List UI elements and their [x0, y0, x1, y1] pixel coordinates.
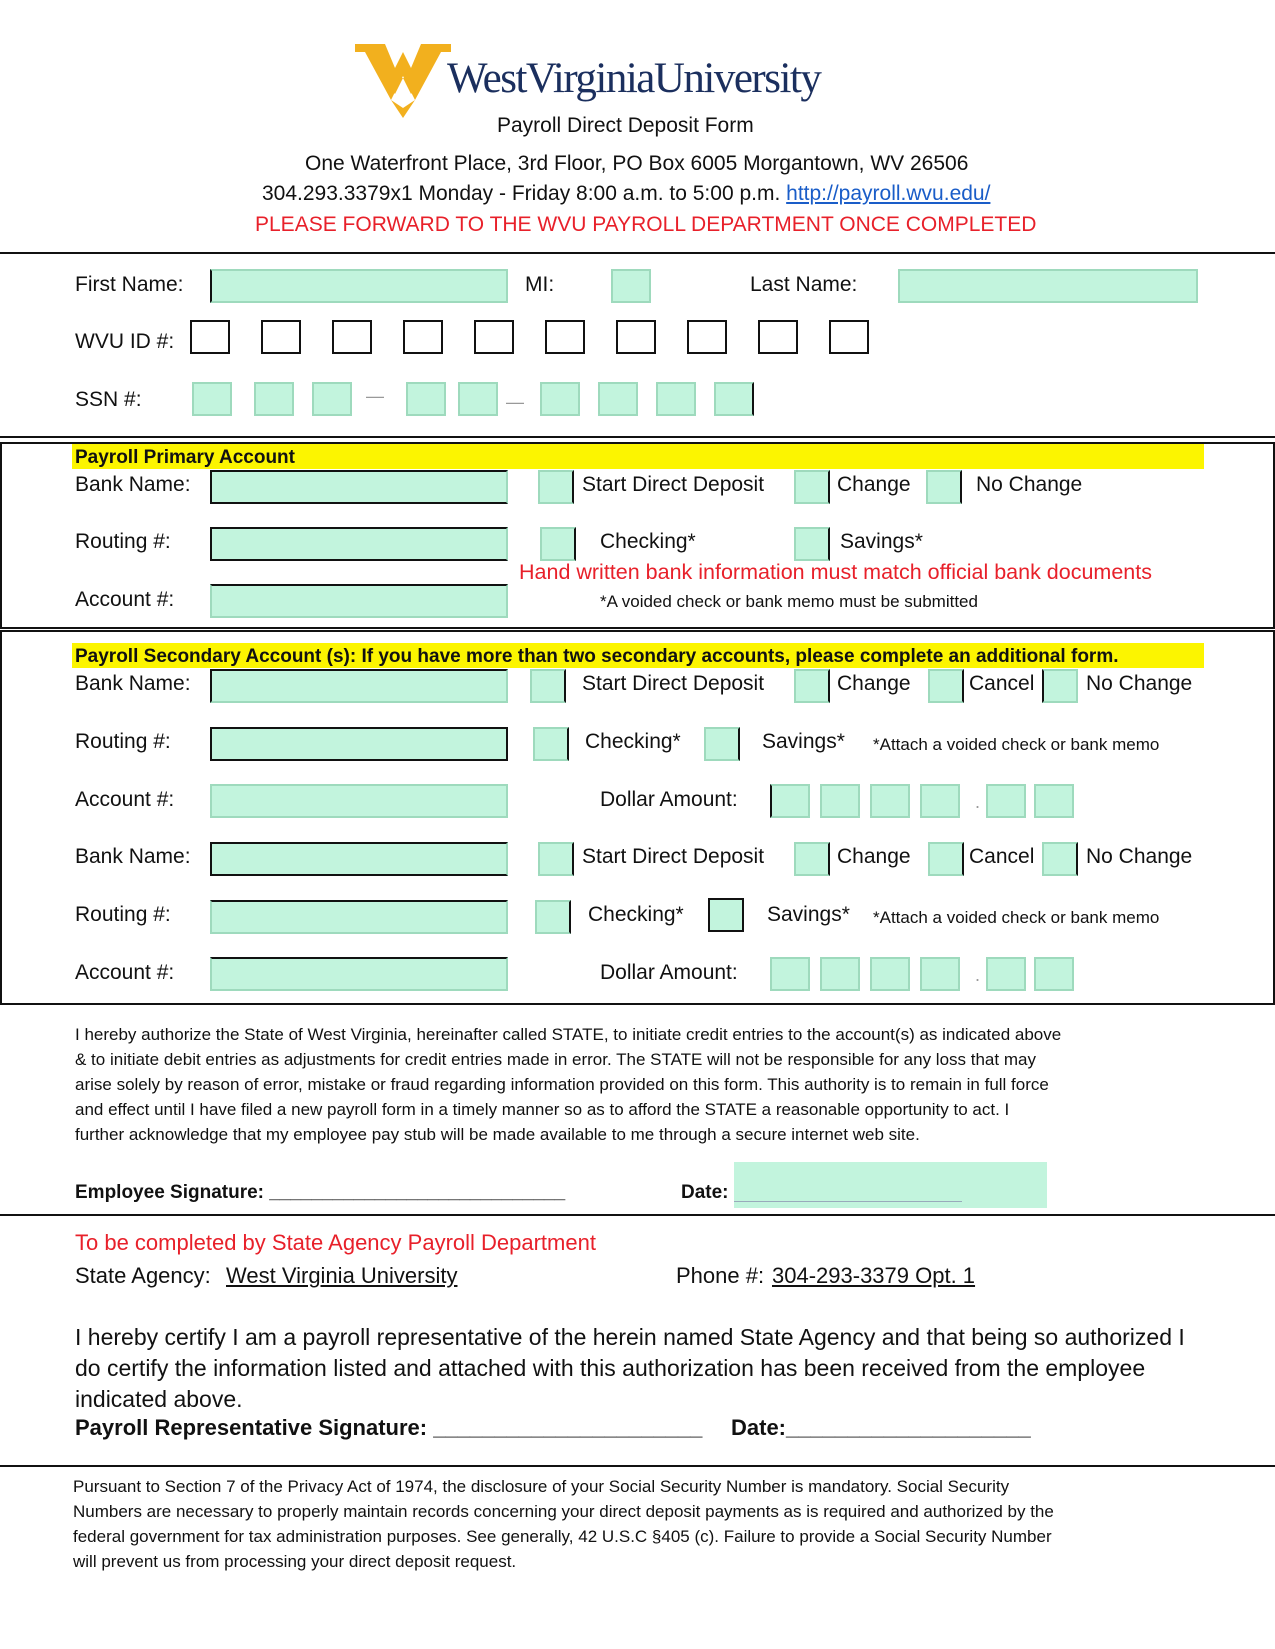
address-line: One Waterfront Place, 3rd Floor, PO Box 6005 Morgantown, WV 26506 [305, 152, 969, 175]
secondary1-checking-label: Checking* [585, 730, 681, 753]
ssn-digit[interactable] [540, 382, 580, 416]
secondary-heading: Payroll Secondary Account (s): If you have more than two secondary accounts, please complete an additional form. [75, 646, 1119, 667]
secondary2-change-label: Change [837, 845, 911, 868]
authorization-line: I hereby authorize the State of West Virginia, hereinafter called STATE, to initiate credit entries to the account(s) as indicated above [75, 1025, 1062, 1044]
state-agency-value: West Virginia University [226, 1263, 458, 1288]
privacy-line: will prevent us from processing your direct deposit request. [73, 1552, 517, 1571]
wvu-id-digit[interactable] [474, 320, 514, 354]
secondary2-routing-field[interactable] [210, 900, 508, 934]
secondary2-start-checkbox[interactable] [538, 842, 574, 876]
secondary1-dollar-digit[interactable] [820, 784, 860, 818]
secondary2-dollar-digit[interactable] [920, 957, 960, 991]
secondary1-change-checkbox[interactable] [794, 669, 830, 703]
secondary1-start-label: Start Direct Deposit [582, 672, 765, 695]
primary-heading: Payroll Primary Account [75, 447, 295, 468]
secondary2-account-field[interactable] [210, 957, 508, 991]
mi-label: MI: [525, 273, 555, 296]
ssn-label: SSN #: [75, 388, 142, 411]
voided-check-note: *A voided check or bank memo must be submitted [600, 592, 978, 611]
secondary1-routing-field[interactable] [210, 727, 508, 761]
decimal-point: . [975, 792, 981, 812]
forward-notice: PLEASE FORWARD TO THE WVU PAYROLL DEPARTMENT ONCE COMPLETED [255, 213, 1037, 236]
secondary2-start-label: Start Direct Deposit [582, 845, 765, 868]
secondary1-no-change-checkbox[interactable] [1042, 669, 1078, 703]
secondary1-checking-checkbox[interactable] [533, 727, 569, 761]
ssn-digit[interactable] [714, 382, 754, 416]
section-border-bottom [0, 627, 1275, 629]
divider [0, 1214, 1275, 1216]
privacy-line: Pursuant to Section 7 of the Privacy Act of 1974, the disclosure of your Social Security Number is mandatory. Social Security [73, 1477, 1010, 1496]
payroll-link[interactable]: http://payroll.wvu.edu/ [786, 182, 991, 205]
primary-start-label: Start Direct Deposit [582, 473, 765, 496]
section-border-left [0, 630, 2, 1004]
primary-bank-label: Bank Name: [75, 473, 191, 496]
ssn-dash: — [366, 386, 384, 406]
form-title: Payroll Direct Deposit Form [497, 114, 754, 137]
secondary1-savings-label: Savings* [762, 730, 845, 753]
secondary2-dollar-label: Dollar Amount: [600, 961, 738, 984]
secondary1-account-field[interactable] [210, 784, 508, 818]
decimal-point: . [975, 965, 981, 985]
divider [0, 1465, 1275, 1467]
secondary1-dollar-digit[interactable] [870, 784, 910, 818]
contact-hours: 304.293.3379x1 Monday - Friday 8:00 a.m. to 5:00 p.m. [262, 182, 781, 205]
wvu-id-digit[interactable] [829, 320, 869, 354]
first-name-label: First Name: [75, 273, 184, 296]
authorization-line: further acknowledge that my employee pay stub will be made available to me through a secure internet web site. [75, 1125, 920, 1144]
secondary2-bank-label: Bank Name: [75, 845, 191, 868]
authorization-text [75, 1022, 1061, 1147]
secondary1-dollar-digit[interactable] [770, 784, 810, 818]
secondary1-cancel-checkbox[interactable] [928, 669, 964, 703]
authorization-line: arise solely by reason of error, mistake or fraud regarding information provided on this form. This authority is to remain in full force [75, 1075, 1049, 1094]
mi-field[interactable] [611, 269, 651, 303]
secondary2-bank-name-field[interactable] [210, 842, 508, 876]
primary-routing-label: Routing #: [75, 530, 171, 553]
ssn-digit[interactable] [656, 382, 696, 416]
section-border-top [0, 630, 1275, 632]
secondary2-cents-digit[interactable] [1034, 957, 1074, 991]
section-border-left [0, 442, 2, 628]
secondary1-change-label: Change [837, 672, 911, 695]
privacy-text [73, 1474, 1054, 1574]
wvu-id-label: WVU ID #: [75, 330, 175, 353]
wvu-id-digit[interactable] [758, 320, 798, 354]
wvu-id-digit[interactable] [403, 320, 443, 354]
primary-account-field[interactable] [210, 584, 508, 618]
primary-account-label: Account #: [75, 588, 175, 611]
certification-line: do certify the information listed and attached with this authorization has been received from the employee [75, 1355, 1146, 1381]
wvu-id-digit[interactable] [190, 320, 230, 354]
primary-no-change-checkbox[interactable] [926, 470, 962, 504]
phone-label: Phone #: [676, 1263, 765, 1288]
employee-signature-label[interactable]: Employee Signature: ____________________________ [75, 1182, 566, 1203]
secondary1-routing-label: Routing #: [75, 730, 171, 753]
secondary1-bank-name-field[interactable] [210, 669, 508, 703]
primary-checking-label: Checking* [600, 530, 696, 553]
secondary2-savings-checkbox[interactable] [708, 898, 744, 932]
primary-change-label: Change [837, 473, 911, 496]
wvu-id-digit[interactable] [545, 320, 585, 354]
section-border-bottom [0, 1003, 1275, 1005]
secondary1-cancel-label: Cancel [969, 672, 1035, 695]
primary-start-checkbox[interactable] [538, 470, 574, 504]
privacy-line: federal government for tax administration purposes. See generally, 42 U.S.C §405 (c). Failure to provide a Social Security Number [73, 1527, 1052, 1546]
wvu-id-digit[interactable] [332, 320, 372, 354]
wvu-id-digit[interactable] [616, 320, 656, 354]
secondary2-cancel-checkbox[interactable] [928, 842, 964, 876]
ssn-dash: — [506, 392, 524, 412]
divider [0, 252, 1275, 254]
ssn-digit[interactable] [598, 382, 638, 416]
certification-line: indicated above. [75, 1386, 243, 1412]
wvu-id-digit[interactable] [687, 320, 727, 354]
secondary2-dollar-digit[interactable] [770, 957, 810, 991]
flying-wv-icon [355, 38, 451, 118]
secondary2-cents-digit[interactable] [986, 957, 1026, 991]
phone-value: 304-293-3379 Opt. 1 [772, 1263, 976, 1288]
secondary1-attach-note: *Attach a voided check or bank memo [873, 735, 1160, 754]
secondary2-dollar-digit[interactable] [870, 957, 910, 991]
ssn-digit[interactable] [192, 382, 232, 416]
secondary1-cents-digit[interactable] [986, 784, 1026, 818]
primary-savings-checkbox[interactable] [794, 527, 830, 561]
secondary2-change-checkbox[interactable] [794, 842, 830, 876]
secondary1-account-label: Account #: [75, 788, 175, 811]
wvu-id-digit[interactable] [261, 320, 301, 354]
ssn-digit[interactable] [254, 382, 294, 416]
secondary2-savings-label: Savings* [767, 903, 850, 926]
primary-checking-checkbox[interactable] [540, 527, 576, 561]
authorization-line: and effect until I have filed a new payroll form in a timely manner so as to afford the STATE a reasonable opportunity to act. I [75, 1100, 1010, 1119]
secondary2-dollar-digit[interactable] [820, 957, 860, 991]
secondary2-checking-label: Checking* [588, 903, 684, 926]
secondary2-account-label: Account #: [75, 961, 175, 984]
logo-wordmark: WestVirginiaUniversity [447, 55, 821, 102]
secondary1-cents-digit[interactable] [1034, 784, 1074, 818]
primary-bank-name-field[interactable] [210, 470, 508, 504]
employee-date-underline [734, 1201, 962, 1202]
secondary1-bank-label: Bank Name: [75, 672, 191, 695]
authorization-line: & to initiate debit entries as adjustments for credit entries made in error. The STATE will not be responsible for any loss that may [75, 1050, 1036, 1069]
secondary1-dollar-label: Dollar Amount: [600, 788, 738, 811]
rep-signature-label[interactable]: Payroll Representative Signature: ______________________ [75, 1415, 703, 1440]
certification-text [75, 1322, 1185, 1415]
privacy-line: Numbers are necessary to properly maintain records concerning your direct deposit payments as is required and authorized by the [73, 1502, 1054, 1521]
secondary1-start-checkbox[interactable] [530, 669, 566, 703]
contact-line [262, 182, 990, 206]
secondary2-routing-label: Routing #: [75, 903, 171, 926]
primary-savings-label: Savings* [840, 530, 923, 553]
secondary2-cancel-label: Cancel [969, 845, 1035, 868]
certification-line: I hereby certify I am a payroll representative of the herein named State Agency and that being so authorized I [75, 1324, 1185, 1350]
secondary1-no-change-label: No Change [1086, 672, 1193, 695]
secondary2-no-change-checkbox[interactable] [1042, 842, 1078, 876]
first-name-field[interactable] [210, 269, 508, 303]
wvu-logo [355, 38, 915, 118]
secondary2-attach-note: *Attach a voided check or bank memo [873, 908, 1160, 927]
rep-date-label[interactable]: Date:____________________ [731, 1415, 1031, 1440]
state-agency-label: State Agency: [75, 1263, 211, 1288]
agency-heading: To be completed by State Agency Payroll Department [75, 1230, 596, 1255]
secondary2-no-change-label: No Change [1086, 845, 1193, 868]
ssn-digit[interactable] [458, 382, 498, 416]
primary-no-change-label: No Change [976, 473, 1083, 496]
primary-change-checkbox[interactable] [794, 470, 830, 504]
last-name-label: Last Name: [750, 273, 858, 296]
ssn-digit[interactable] [312, 382, 352, 416]
ssn-digit[interactable] [406, 382, 446, 416]
secondary1-dollar-digit[interactable] [920, 784, 960, 818]
section-border-top [0, 436, 1275, 438]
employee-date-label: Date: [681, 1182, 729, 1203]
primary-routing-field[interactable] [210, 527, 508, 561]
secondary1-savings-checkbox[interactable] [704, 727, 740, 761]
last-name-field[interactable] [898, 269, 1198, 303]
secondary2-checking-checkbox[interactable] [535, 900, 571, 934]
bank-match-warning: Hand written bank information must match official bank documents [519, 560, 1152, 584]
